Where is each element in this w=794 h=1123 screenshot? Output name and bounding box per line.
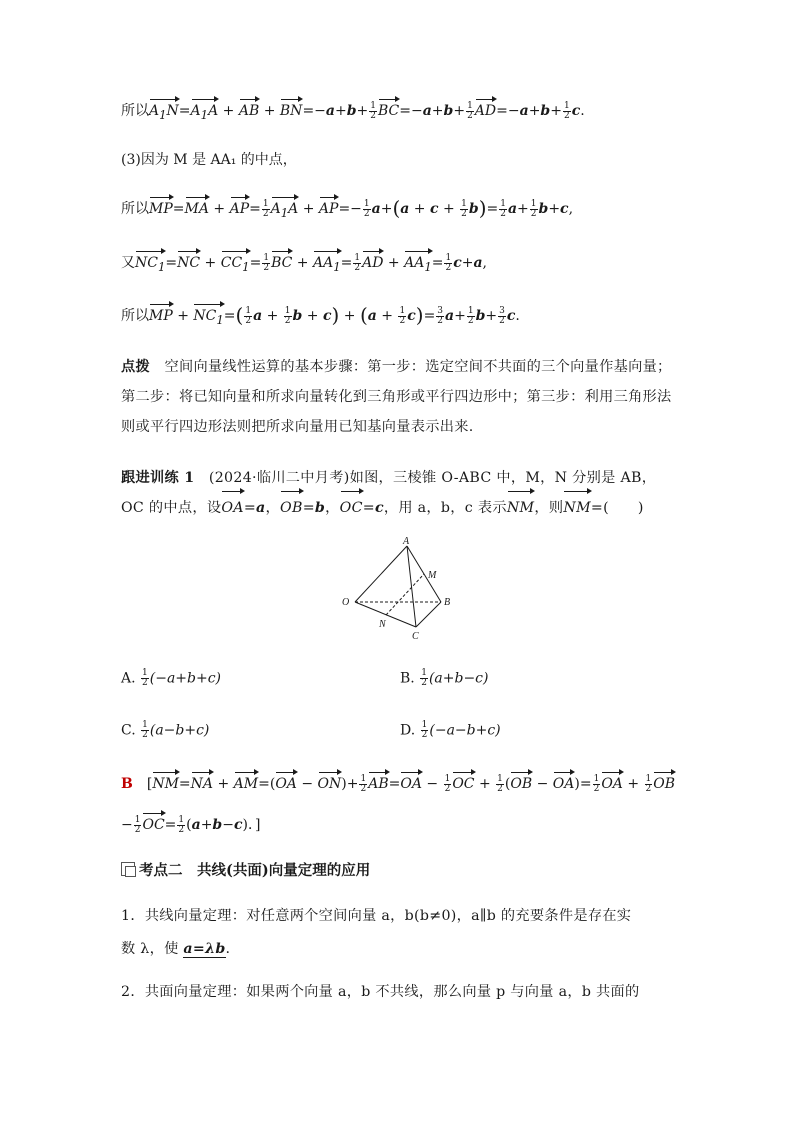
answer-line-1: B [NM=NA + AM=(OA − ON)+ $\frac{1}{2}$ AB=OA − $\frac{1}{2}$ OC + $\frac{1}{2}$ (OB − OA)= $\frac{1}{2}$ OA + $\frac{1}{2}$ OB xyxy=(121,773,676,794)
answer-letter: B xyxy=(121,776,133,792)
exercise-label: 跟进训练 1 xyxy=(121,470,195,486)
label-c: C xyxy=(412,631,419,642)
option-a[interactable]: A. $\frac{1}{2}$ (−a+b+c) xyxy=(121,668,222,688)
segment-nm-dashed xyxy=(386,574,424,615)
section-icon xyxy=(121,862,135,876)
label-n: N xyxy=(379,619,386,630)
equation-line-1: 所以$A_1N=A_1A$ + AB + BN=−a+b+ $\frac{1}{2}$ BC=−a+b+ $\frac{1}{2}$ AD=−a+b+ $\frac{1}{2}$ c. xyxy=(121,101,585,125)
equation-line-3: 所以MP=MA + AP= $\frac{1}{2}$ $A_1A + AP=-$ $\frac{1}{2}$ a+(a + c + $\frac{1}{2}$ b)= $\frac{1}{2}$ a+ $\frac{1}{2}$ b+c, xyxy=(121,198,573,223)
option-b[interactable]: B. $\frac{1}{2}$ (a+b−c) xyxy=(400,668,489,688)
equation-line-4: 又$NC_1=NC + CC_1=$ $\frac{1}{2}$ BC + $AA_1=$ $\frac{1}{2}$ AD + $AA_1=$ $\frac{1}{2}$ c+a, xyxy=(121,253,487,277)
equation-line-5: 所以MP + $NC_1=$( $\frac{1}{2}$ a + $\frac{1}{2}$ b + c) + (a + $\frac{1}{2}$ c)= $\frac{3}{2}$ a+ $\frac{1}{2}$ b+ $\frac{3}{2}$ c. xyxy=(121,305,520,330)
tetrahedron-figure xyxy=(330,532,470,647)
section-header: 考点二 共线(共面)向量定理的应用 xyxy=(121,861,370,881)
edge-oa xyxy=(355,546,407,602)
label-o: O xyxy=(342,597,350,608)
equation-line-2: (3)因为 M 是 AA₁ 的中点， xyxy=(121,152,297,168)
edge-cb xyxy=(416,602,441,627)
option-c[interactable]: C. $\frac{1}{2}$ (a−b+c) xyxy=(121,720,210,740)
tip-paragraph: 点拨 空间向量线性运算的基本步骤：第一步：选定空间不共面的三个向量作基向量；第二步：将已知向量和所求向量转化到三角形或平行四边形中；第三步：利用三角形法则或平行四边形法则把所求向量用已知基向量表示出来. xyxy=(121,359,672,435)
label-b: B xyxy=(444,597,451,608)
theorem-1: 1．共线向量定理：对任意两个空间向量 a，b(b≠0)，a∥b 的充要条件是存在实 数 λ，使 a=λb. xyxy=(121,908,632,957)
option-d[interactable]: D. $\frac{1}{2}$ (−a−b+c) xyxy=(400,720,501,740)
label-m: M xyxy=(428,570,437,581)
theorem-2: 2．共面向量定理：如果两个向量 a，b 不共线，那么向量 p 与向量 a，b 共面的 xyxy=(121,984,640,1000)
answer-line-2: − $\frac{1}{2}$ OC= $\frac{1}{2}$ (a+b−c)．] xyxy=(121,814,261,835)
exercise-paragraph: 跟进训练 1 (2024·临川二中月考)如图，三棱锥 O-ABC 中，M，N 分别是 AB， OC 的中点，设OA=a，OB=b，OC=c，用 a，b，c 表示NM，则NM=( ) xyxy=(121,463,681,523)
label-a: A xyxy=(403,536,410,547)
